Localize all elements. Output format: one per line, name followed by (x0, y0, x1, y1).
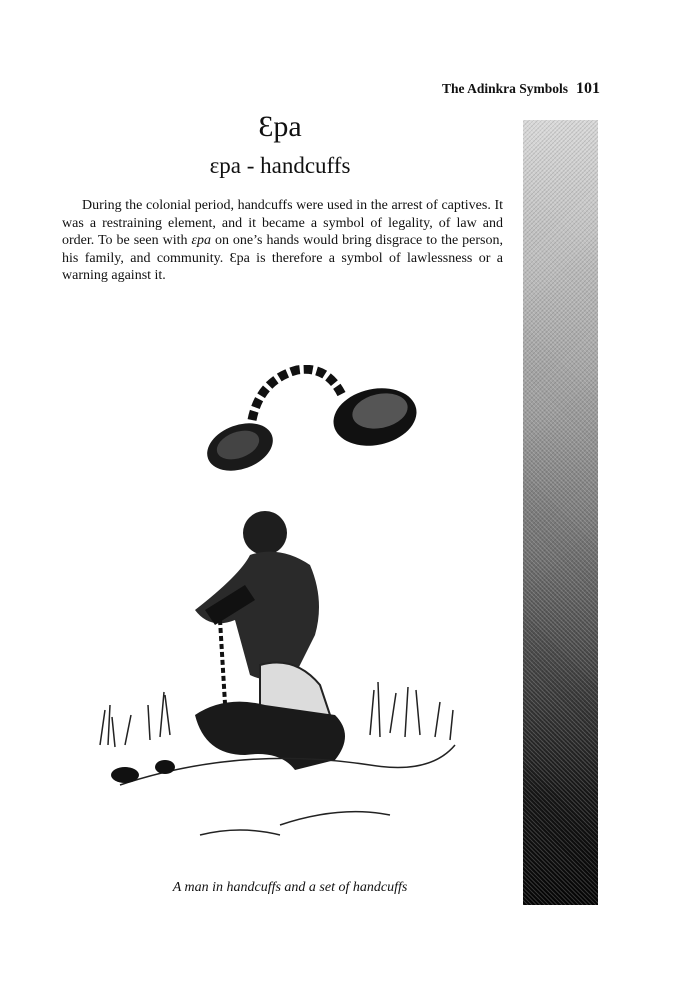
gradient-sidebar (523, 120, 598, 905)
paragraph-text-1: During the colonial period, handcuffs were used in the arrest of captives. It was a restraining element, and it became a symbol of legality, of law and order. To be seen with (62, 198, 503, 248)
entry-title: Ɛpa (258, 110, 302, 143)
running-title: The Adinkra Symbols (441, 81, 568, 96)
paragraph-text-2: on one’s hands would bring disgrace to the person, his family, and community. Ɛpa is therefore a symbol of lawlessness or a warning against it. (62, 233, 503, 283)
entry-paragraph (62, 197, 503, 285)
ground-handcuffs-drawing (111, 760, 175, 783)
handcuffs-drawing (201, 369, 422, 479)
paragraph-emphasis: ɛpa (191, 233, 211, 248)
running-head (400, 80, 600, 98)
entry-subtitle: ɛpa - handcuffs (209, 153, 351, 178)
kneeling-man-drawing (195, 511, 345, 770)
page-number: 101 (576, 80, 600, 97)
handcuffs-illustration (90, 365, 490, 855)
figure-caption: A man in handcuffs and a set of handcuffs (172, 880, 408, 895)
